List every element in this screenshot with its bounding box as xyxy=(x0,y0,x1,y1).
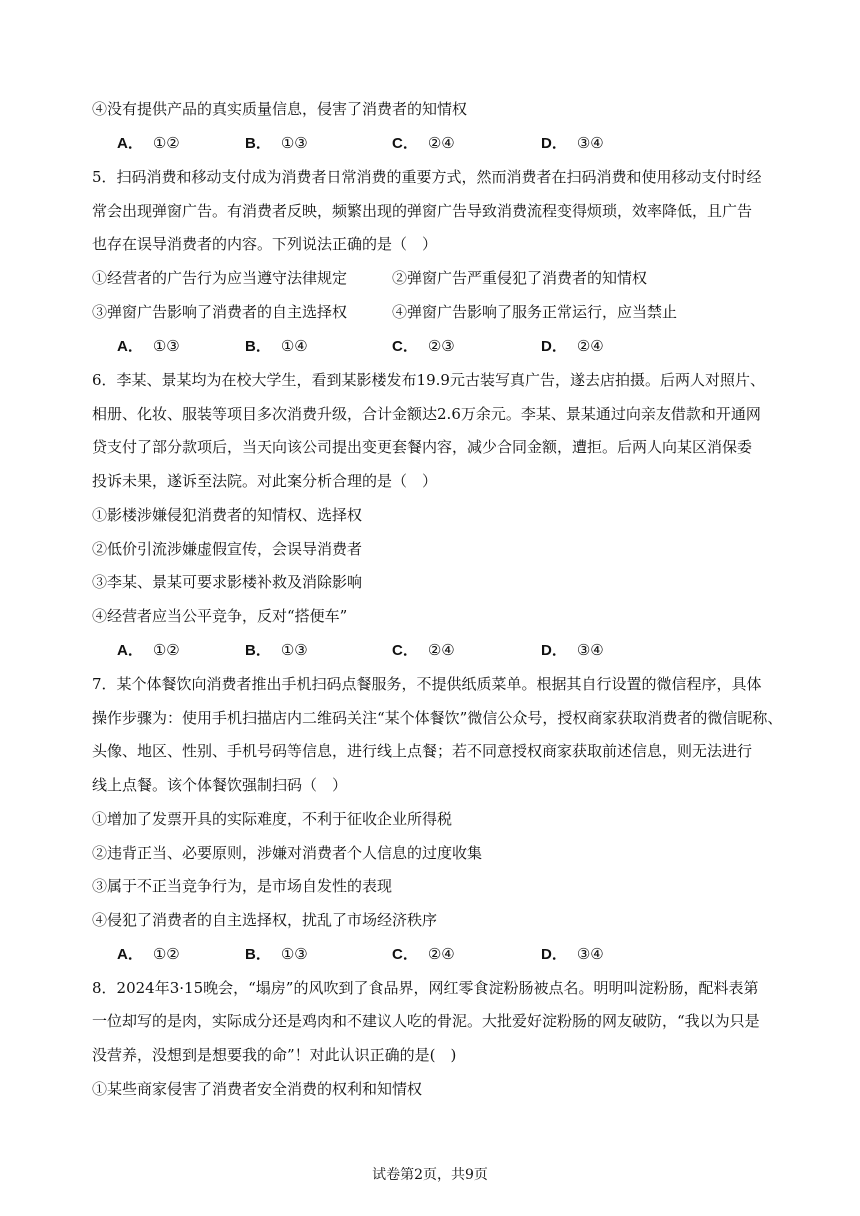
option-label: A． xyxy=(117,946,143,963)
option-value: ①③ xyxy=(280,641,308,659)
option-label: C． xyxy=(392,135,418,152)
option-d[interactable] xyxy=(541,944,604,965)
statement-line: ③弹窗广告影响了消费者的自主选择权 ④弹窗广告影响了服务正常运行，应当禁止 xyxy=(92,303,678,321)
option-value: ①③ xyxy=(280,134,308,152)
option-label: C． xyxy=(392,642,418,659)
option-c[interactable] xyxy=(392,336,455,357)
option-d[interactable] xyxy=(541,336,604,357)
question-5-stem: 5．扫码消费和移动支付成为消费者日常消费的重要方式，然而消费者在扫码消费和使用移动支付时经 xyxy=(92,168,762,186)
statement-line: ③李某、景某可要求影楼补救及消除影响 xyxy=(92,573,363,591)
statement-line: ①增加了发票开具的实际难度，不利于征收企业所得税 xyxy=(92,810,453,828)
option-b[interactable] xyxy=(245,944,308,965)
page-footer: 试卷第2页，共9页 xyxy=(372,1167,488,1183)
statement-line: ①经营者的广告行为应当遵守法律规定 ②弹窗广告严重侵犯了消费者的知情权 xyxy=(92,269,648,287)
statement-line: ①某些商家侵害了消费者安全消费的权利和知情权 xyxy=(92,1080,423,1098)
text-line: 一位却写的是肉，实际成分还是鸡肉和不建议人吃的骨泥。大批爱好淀粉肠的网友破防，“我以为只是 xyxy=(92,1012,760,1030)
statement-line: ④经营者应当公平竞争，反对“搭便车” xyxy=(92,607,348,625)
option-a[interactable] xyxy=(117,336,180,357)
text-line: 投诉未果，遂诉至法院。对此案分析合理的是（ ） xyxy=(92,472,438,490)
option-label: D． xyxy=(541,946,567,963)
option-value: ①③ xyxy=(280,945,308,963)
option-label: D． xyxy=(541,642,567,659)
text-line: 头像、地区、性别、手机号码等信息，进行线上点餐；若不同意授权商家获取前述信息，则无法进行 xyxy=(92,742,753,760)
option-a[interactable] xyxy=(117,944,180,965)
option-label: D． xyxy=(541,135,567,152)
option-label: B． xyxy=(245,946,271,963)
option-b[interactable] xyxy=(245,640,308,661)
option-value: ②④ xyxy=(427,134,455,152)
option-value: ③④ xyxy=(576,134,604,152)
text-line: 相册、化妆、服装等项目多次消费升级，合计金额达2.6万余元。李某、景某通过向亲友借款和开通网 xyxy=(92,405,761,423)
question-7-stem: 7．某个体餐饮向消费者推出手机扫码点餐服务，不提供纸质菜单。根据其自行设置的微信程序，具体 xyxy=(92,675,762,693)
option-label: B． xyxy=(245,338,271,355)
option-label: A． xyxy=(117,338,143,355)
text-line: ④没有提供产品的真实质量信息，侵害了消费者的知情权 xyxy=(92,100,468,118)
text-line: 线上点餐。该个体餐饮强制扫码（ ） xyxy=(92,776,348,794)
option-label: B． xyxy=(245,135,271,152)
option-b[interactable] xyxy=(245,336,308,357)
option-value: ②④ xyxy=(427,641,455,659)
option-c[interactable] xyxy=(392,133,455,154)
option-value: ②④ xyxy=(427,945,455,963)
option-d[interactable] xyxy=(541,640,604,661)
option-value: ②④ xyxy=(576,337,604,355)
text-line: 常会出现弹窗广告。有消费者反映，频繁出现的弹窗广告导致消费流程变得烦琐，效率降低，且广告 xyxy=(92,202,753,220)
option-value: ②③ xyxy=(427,337,455,355)
option-a[interactable] xyxy=(117,640,180,661)
option-label: D． xyxy=(541,338,567,355)
text-line: 也存在误导消费者的内容。下列说法正确的是（ ） xyxy=(92,235,438,253)
question-6-stem: 6．李某、景某均为在校大学生，看到某影楼发布19.9元古装写真广告，遂去店拍摄。后两人对照片、 xyxy=(92,371,765,389)
option-b[interactable] xyxy=(245,133,308,154)
text-line: 操作步骤为：使用手机扫描店内二维码关注“某个体餐饮”微信公众号，授权商家获取消费者的微信昵称、 xyxy=(92,709,783,727)
option-value: ①③ xyxy=(152,337,180,355)
statement-line: ④侵犯了消费者的自主选择权，扰乱了市场经济秩序 xyxy=(92,911,438,929)
option-label: A． xyxy=(117,135,143,152)
option-value: ①② xyxy=(152,945,180,963)
statement-line: ③属于不正当竞争行为，是市场自发性的表现 xyxy=(92,877,393,895)
option-value: ①④ xyxy=(280,337,308,355)
statement-line: ②低价引流涉嫌虚假宣传，会误导消费者 xyxy=(92,540,363,558)
option-label: A． xyxy=(117,642,143,659)
option-label: B． xyxy=(245,642,271,659)
question-8-stem: 8．2024年3·15晚会，“塌房”的风吹到了食品界，网红零食淀粉肠被点名。明明叫淀粉肠，配料表第 xyxy=(92,979,759,997)
text-line: 没营养，没想到是想要我的命”！对此认识正确的是( ) xyxy=(92,1046,457,1064)
option-c[interactable] xyxy=(392,944,455,965)
option-value: ③④ xyxy=(576,945,604,963)
option-value: ①② xyxy=(152,641,180,659)
option-a[interactable] xyxy=(117,133,180,154)
option-label: C． xyxy=(392,338,418,355)
option-label: C． xyxy=(392,946,418,963)
text-line: 贷支付了部分款项后，当天向该公司提出变更套餐内容，减少合同金额，遭拒。后两人向某区消保委 xyxy=(92,438,753,456)
option-d[interactable] xyxy=(541,133,604,154)
option-value: ①② xyxy=(152,134,180,152)
statement-line: ②违背正当、必要原则，涉嫌对消费者个人信息的过度收集 xyxy=(92,844,483,862)
option-value: ③④ xyxy=(576,641,604,659)
statement-line: ①影楼涉嫌侵犯消费者的知情权、选择权 xyxy=(92,506,363,524)
option-c[interactable] xyxy=(392,640,455,661)
